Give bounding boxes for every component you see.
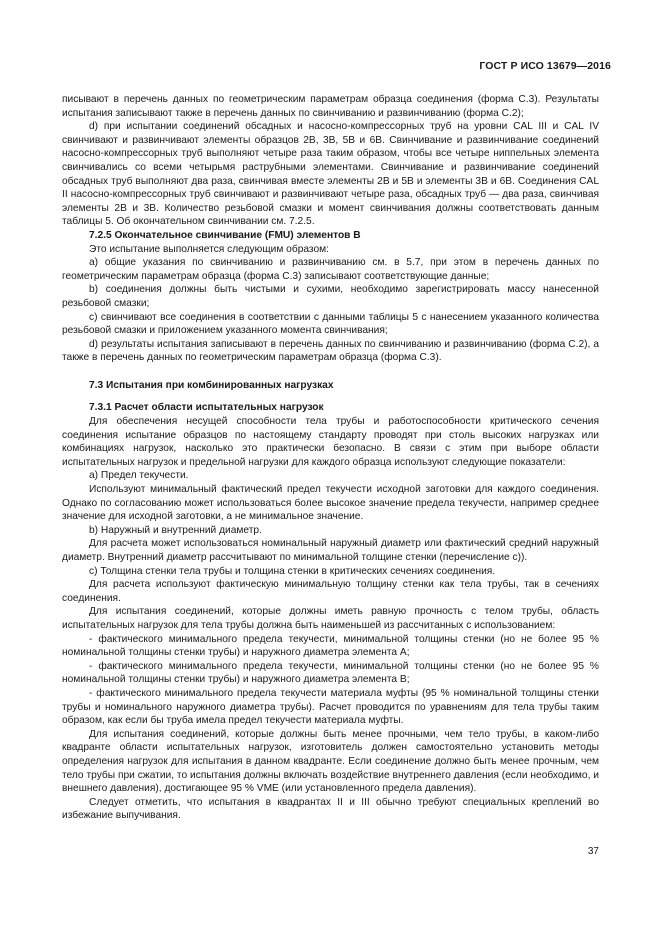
page-number: 37: [587, 846, 599, 857]
list-item: a) общие указания по свинчиванию и развинчиванию см. в 5.7, при этом в перечень данных по геометрическим параметрам образца (форма С.3) записывают соответствующие данные;: [62, 257, 599, 282]
list-item: b) соединения должны быть чистыми и сухими, необходимо зарегистрировать массу нанесенной резьбовой смазки;: [62, 284, 599, 309]
paragraph: Для испытания соединений, которые должны иметь равную прочность с телом трубы, область испытательных нагрузок для тела трубы должна быть наименьшей из рассчитанных с использованием:: [62, 606, 599, 631]
list-item: - фактического минимального предела текучести, минимальной толщины стенки (но не более 95 % номинальной толщины стенки трубы) и наружного диаметра элемента В;: [62, 660, 599, 686]
list-item: d) при испытании соединений обсадных и насосно-компрессорных труб на уровни CAL III и CAL IV свинчивают и развинчивают элементы образцов 2B, 3B, 5B и 6B. Свинчивание и развинчивание соединений насосно-компрессорных труб выполняют четыре раза таким образом, чтобы все четыре ниппельных элемента свинчивались со всеми четырьмя раструбными элементами. Свинчивание и развинчивание соединений обсадных труб выполняют два раза, свинчивая вместе элементы 2B и 5B и элементы 3B и 6B. Соединения CAL II насосно-компрессорных труб свинчивают и развинчивают четыре раза, обсадных труб — два раза, свинчивая элементы 2B и 3B. Количество резьбовой смазки и момент свинчивания должны соответствовать данным таблицы 5. Об окончательном свинчивании см. 7.2.5.: [62, 121, 599, 228]
list-item: a) Предел текучести.: [89, 470, 189, 482]
paragraph: Для испытания соединений, которые должны быть менее прочными, чем тело трубы, в каком-либо квадранте области испытательных нагрузок, изготовитель должен самостоятельно установить методы определения нагрузок для испытания в данном квадранте. Если соединение должно быть менее прочным, чем тело трубы при сжатии, то испытания должны включать воздействие внутреннего давления (если необходимо, и внешнего давления), достигающее 95 % VME (или установленного предела давления).: [62, 728, 599, 795]
paragraph: Для расчета может использоваться номинальный наружный диаметр или фактический средний наружный диаметр. Внутренний диаметр рассчитывают по минимальной толщине стенки (перечисление с)).: [62, 538, 599, 563]
section-heading: 7.2.5 Окончательное свинчивание (FMU) элементов В: [89, 229, 361, 241]
paragraph: Это испытание выполняется следующим образом:: [89, 243, 329, 255]
list-item: c) Толщина стенки тела трубы и толщина стенки в критических сечениях соединения.: [89, 565, 496, 577]
paragraph: Следует отметить, что испытания в квадрантах II и III обычно требуют специальных креплений во избежание выпучивания.: [62, 796, 599, 822]
document-header: ГОСТ Р ИСО 13679—2016: [479, 60, 611, 72]
paragraph: писывают в перечень данных по геометрическим параметрам образца соединения (форма С.3). Результаты испытания записывают также в перечень данных по свинчиванию и развинчиванию (форма С.2);: [62, 94, 599, 119]
subsection-heading: 7.3.1 Расчет области испытательных нагрузок: [89, 402, 324, 414]
list-item: c) свинчивают все соединения в соответствии с данными таблицы 5 с нанесением указанного количества резьбовой смазки и приложением указанного момента свинчивания;: [62, 311, 599, 337]
paragraph: Для расчета используют фактическую минимальную толщину стенки как тела трубы, так в сечениях соединения.: [62, 579, 599, 604]
list-item: - фактического минимального предела текучести материала муфты (95 % номинальной толщины стенки трубы и номинального наружного диаметра трубы). Расчет проводится по уравнениям для тела трубы таким образом, как если бы труба имела предел текучести материала муфты.: [62, 687, 599, 727]
section-heading: 7.3 Испытания при комбинированных нагрузках: [89, 379, 334, 391]
list-item: d) результаты испытания записывают в перечень данных по свинчиванию и развинчиванию (форма С.2), а также в перечень данных по геометрическим параметрам образца (форма С.3).: [62, 338, 599, 364]
paragraph: Для обеспечения несущей способности тела трубы и работоспособности критического сечения соединения испытание образцов по настоящему стандарту проводят при столь высоких нагрузках или комбинациях нагрузок, насколько это практически безопасно. В связи с этим при выборе области испытательных нагрузок и предельной нагрузки для каждого образца используют следующие показатели:: [62, 416, 599, 468]
list-item: b) Наружный и внутренний диаметр.: [89, 524, 262, 536]
document-body: [62, 93, 599, 823]
paragraph: Используют минимальный фактический предел текучести исходной заготовки для каждого соединения. Однако по согласованию может использоваться более высокое значение предела текучести, например среднее значение для исходной заготовки, а не минимальное значение.: [62, 484, 599, 523]
list-item: - фактического минимального предела текучести, минимальной толщины стенки (но не более 95 % номинальной толщины стенки трубы) и наружного диаметра элемента А;: [62, 633, 599, 659]
